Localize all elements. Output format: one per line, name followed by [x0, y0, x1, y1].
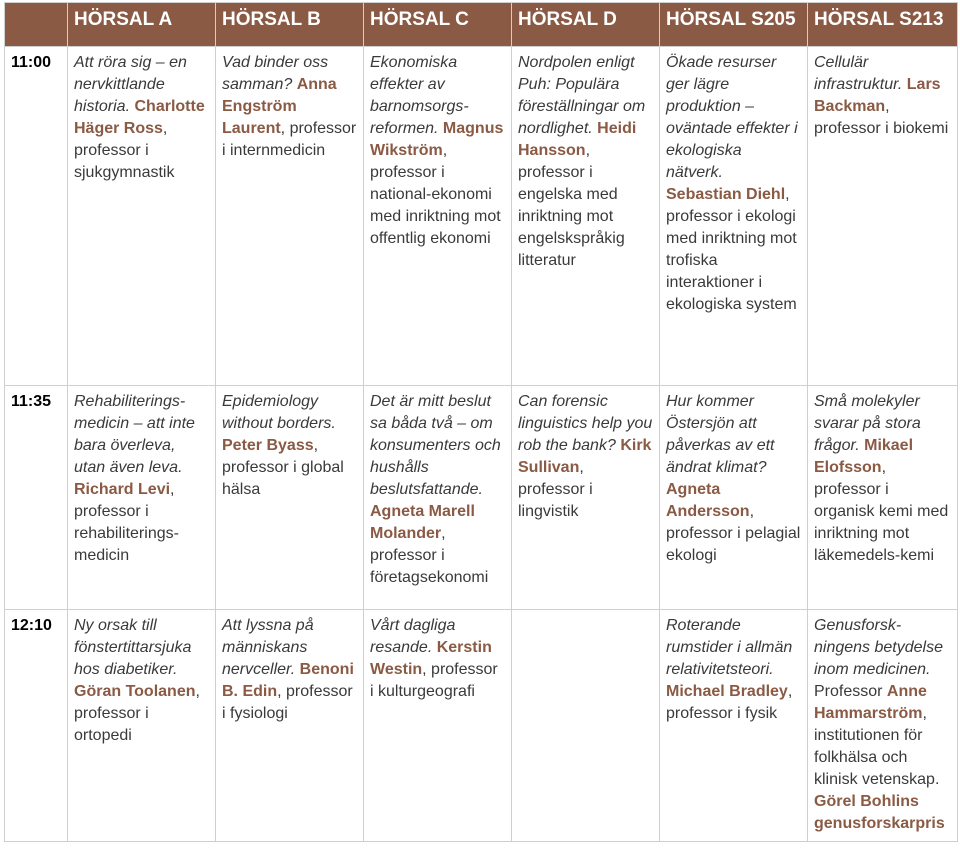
header-hall-s213: HÖRSAL S213 [808, 3, 958, 47]
lecture-title: Små molekyler svarar på stora frågor. [814, 393, 921, 454]
lecture-cell: Nordpolen enligt Puh: Populära föreställningar om nordlighet. Heidi Hansson, professor i engelska med inriktning mot engelskspråkig litteratur [512, 47, 660, 386]
lecturer-prefix: Professor [814, 683, 883, 700]
lecturer-role: professor i national-ekonomi med inriktning mot offentlig ekonomi [370, 164, 501, 247]
lecturer-name: Anna Engström Laurent [222, 76, 337, 137]
lecture-cell: Cellulär infrastruktur. Lars Backman, professor i biokemi [808, 47, 958, 386]
lecture-title: Ekonomiska effekter av barnomsorgs-reformen. [370, 54, 469, 137]
lecture-cell: Genusforsk-ningens betydelse inom medicinen. Professor Anne Hammarström, institutionen för folkhälsa och klinisk vetenskap. Görel Bohlins genusforskarpris [808, 610, 958, 842]
lecturer-name: Charlotte Häger Ross [74, 98, 205, 137]
lecture-cell: Ny orsak till fönstertittarsjuka hos diabetiker. Göran Toolanen, professor i ortopedi [68, 610, 216, 842]
lecturer-name: Agneta Andersson [666, 481, 750, 520]
lecturer-name: Benoni B. Edin [222, 661, 354, 700]
lecture-title: Epidemiology without borders. [222, 393, 336, 432]
lecture-cell: Epidemiology without borders. Peter Byass, professor i global hälsa [216, 386, 364, 610]
lecture-title: Att lyssna på människans nervceller. [222, 617, 314, 678]
lecture-cell: Vårt dagliga resande. Kerstin Westin, professor i kulturgeografi [364, 610, 512, 842]
lecture-cell: Ekonomiska effekter av barnomsorgs-reformen. Magnus Wikström, professor i national-ekonomi med inriktning mot offentlig ekonomi [364, 47, 512, 386]
lecturer-name: Agneta Marell Molander [370, 503, 475, 542]
lecture-title: Roterande rumstider i allmän relativitetsteori. [666, 617, 793, 678]
lecturer-role: professor i ekologi med inriktning mot trofiska interaktioner i ekologiska system [666, 208, 797, 313]
lecture-title: Nordpolen enligt Puh: Populära föreställningar om nordlighet. [518, 54, 646, 137]
lecture-title: Genusforsk-ningens betydelse inom medicinen. [814, 617, 943, 678]
lecturer-role: professor i pelagial ekologi [666, 525, 801, 564]
lecture-title: Ny orsak till fönstertittarsjuka hos diabetiker. [74, 617, 192, 678]
table-row [5, 386, 958, 610]
lecture-cell: Rehabiliterings-medicin – att inte bara överleva, utan även leva. Richard Levi, professor i rehabiliterings-medicin [68, 386, 216, 610]
header-hall-a: HÖRSAL A [68, 3, 216, 47]
lecturer-role: professor i engelska med inriktning mot engelskspråkig litteratur [518, 164, 625, 269]
award-note: Görel Bohlins genusforskarpris [814, 793, 945, 832]
lecturer-name: Magnus Wikström [370, 120, 504, 159]
header-time [5, 3, 68, 47]
lecturer-role: professor i ortopedi [74, 705, 149, 744]
lecture-cell: Det är mitt beslut sa båda två – om konsumenters och hushålls beslutsfattande. Agneta Marell Molander, professor i företagsekonomi [364, 386, 512, 610]
header-hall-b: HÖRSAL B [216, 3, 364, 47]
lecture-title: Att röra sig – en nervkittlande historia. [74, 54, 187, 115]
lecturer-role: professor i rehabiliterings-medicin [74, 503, 179, 564]
lecture-title: Vårt dagliga resande. [370, 617, 456, 656]
lecturer-role: professor i biokemi [814, 120, 949, 137]
lecturer-role: professor i global hälsa [222, 459, 344, 498]
lecturer-role: professor i organisk kemi med inriktning mot läkemedels-kemi [814, 481, 949, 564]
lecturer-name: Anne Hammarström [814, 683, 927, 722]
lecturer-name: Sebastian Diehl [666, 186, 786, 203]
lecture-cell: Hur kommer Östersjön att påverkas av ett ändrat klimat? Agneta Andersson, professor i pelagial ekologi [660, 386, 808, 610]
table-row [5, 47, 958, 386]
lecture-cell: Att lyssna på människans nervceller. Benoni B. Edin, professor i fysiologi [216, 610, 364, 842]
lecturer-name: Peter Byass [222, 437, 314, 454]
lecture-title: Det är mitt beslut sa båda två – om konsumenters och hushålls beslutsfattande. [370, 393, 501, 498]
empty-cell [512, 610, 660, 842]
lecture-title: Can forensic linguistics help you rob the bank? [518, 393, 653, 454]
lecturer-role: professor i lingvistik [518, 481, 593, 520]
lecture-schedule-table [4, 2, 958, 842]
lecturer-role: institutionen för folkhälsa och klinisk vetenskap. [814, 727, 940, 788]
lecturer-role: professor i sjukgymnastik [74, 142, 175, 181]
lecturer-name: Michael Bradley [666, 683, 788, 700]
header-row [5, 3, 958, 47]
table-row [5, 610, 958, 842]
lecturer-role: professor i internmedicin [222, 120, 357, 159]
lecture-cell: Can forensic linguistics help you rob the bank? Kirk Sullivan, professor i lingvistik [512, 386, 660, 610]
lecturer-name: Mikael Elofsson [814, 437, 914, 476]
time-slot: 11:35 [5, 386, 68, 610]
lecturer-role: professor i fysik [666, 705, 778, 722]
time-slot: 11:00 [5, 47, 68, 386]
lecture-cell: Ökade resurser ger lägre produktion – oväntade effekter i ekologiska nätverk. Sebastian Diehl, professor i ekologi med inriktning mot trofiska interaktioner i ekologiska system [660, 47, 808, 386]
header-hall-d: HÖRSAL D [512, 3, 660, 47]
header-hall-s205: HÖRSAL S205 [660, 3, 808, 47]
lecturer-role: professor i företagsekonomi [370, 547, 489, 586]
lecture-title: Rehabiliterings-medicin – att inte bara överleva, utan även leva. [74, 393, 195, 476]
lecture-title: Ökade resurser ger lägre produktion – oväntade effekter i ekologiska nätverk. [666, 54, 798, 181]
lecturer-name: Kirk Sullivan [518, 437, 652, 476]
lecture-title: Hur kommer Östersjön att påverkas av ett ändrat klimat? [666, 393, 775, 476]
header-hall-c: HÖRSAL C [364, 3, 512, 47]
lecture-cell: Roterande rumstider i allmän relativitetsteori. Michael Bradley, professor i fysik [660, 610, 808, 842]
time-slot: 12:10 [5, 610, 68, 842]
lecturer-name: Richard Levi [74, 481, 171, 498]
lecturer-name: Lars Backman [814, 76, 941, 115]
lecture-title: Cellulär infrastruktur. [814, 54, 903, 93]
lecturer-role: professor i fysiologi [222, 683, 353, 722]
lecturer-name: Göran Toolanen [74, 683, 196, 700]
lecturer-name: Heidi Hansson [518, 120, 637, 159]
lecturer-role: professor i kulturgeografi [370, 661, 498, 700]
lecture-title: Vad binder oss samman? [222, 54, 329, 93]
lecture-cell: Att röra sig – en nervkittlande historia. Charlotte Häger Ross, professor i sjukgymnastik [68, 47, 216, 386]
lecture-cell: Vad binder oss samman? Anna Engström Laurent, professor i internmedicin [216, 47, 364, 386]
lecture-cell: Små molekyler svarar på stora frågor. Mikael Elofsson, professor i organisk kemi med inriktning mot läkemedels-kemi [808, 386, 958, 610]
lecturer-name: Kerstin Westin [370, 639, 492, 678]
